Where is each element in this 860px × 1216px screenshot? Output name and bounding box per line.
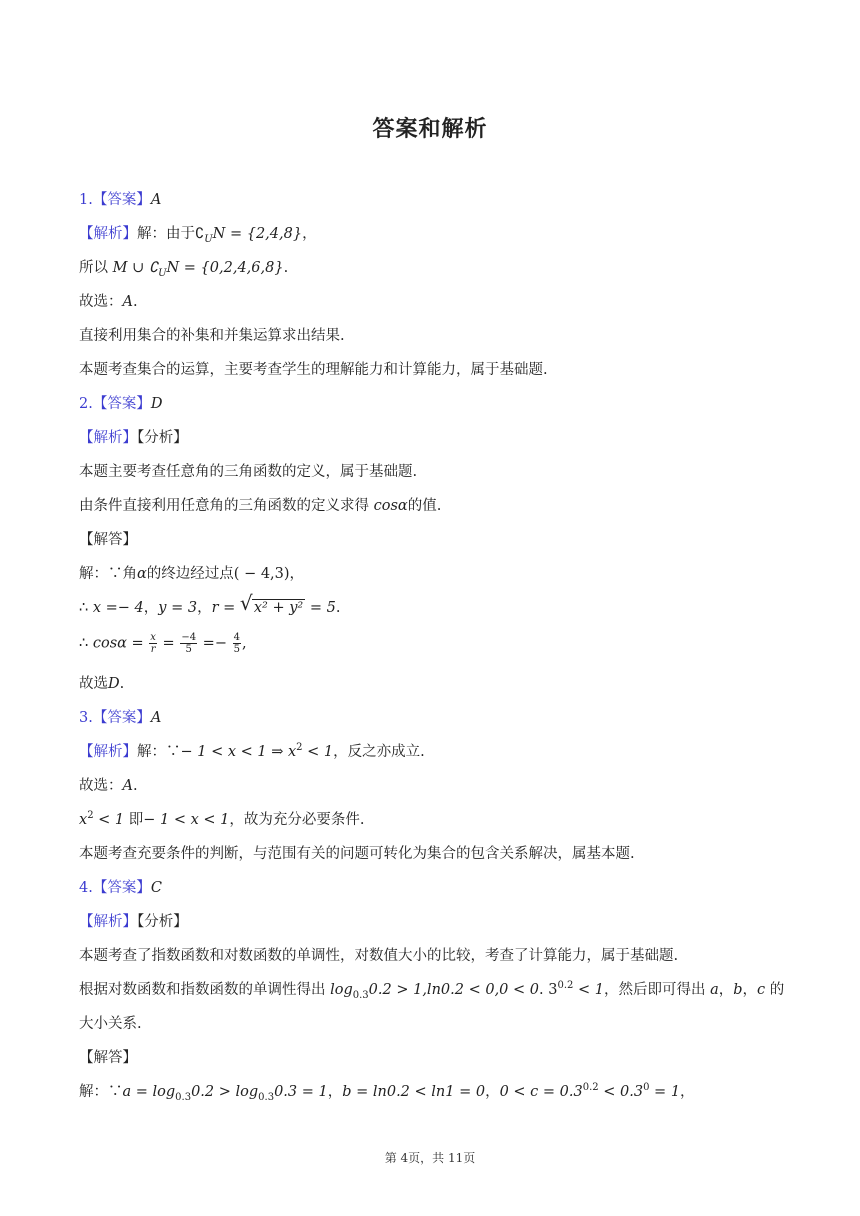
q4-l2-math2: 0.2 > 1,ln0.2 < 0,0 < 0	[368, 982, 539, 998]
sqrt-radical-icon: √	[239, 591, 253, 615]
q2-l3-end: ，	[289, 566, 305, 582]
q2-l4-end: .	[335, 600, 341, 616]
q3-answer-line	[79, 708, 161, 728]
q2-line-3	[79, 564, 304, 584]
frac-numerator: x	[150, 632, 156, 643]
q4-l4-math2: 0.2 > log	[191, 1084, 259, 1100]
q4-answer-tag: 【答案】	[92, 880, 151, 896]
q4-l4-math3: 0.3 = 1	[274, 1084, 328, 1100]
q4-l2-sub: 0.3	[352, 989, 369, 1001]
q4-l4-sup2: 0	[643, 1082, 650, 1094]
q2-l4-therefore: ∴	[79, 600, 89, 616]
q4-line-4	[79, 1082, 695, 1102]
q2-l4-y: y = 3	[158, 600, 198, 616]
q1-l3-end: .	[132, 294, 138, 310]
q1-l1-text: 解：由于	[137, 226, 195, 242]
q4-l4-text: 解：∵	[79, 1084, 123, 1100]
q2-l5-eq: =	[162, 635, 175, 652]
q4-l2-sup: 0.2	[557, 980, 574, 992]
q3-answer-tag: 【答案】	[92, 710, 151, 726]
q2-jiexi-tag: 【解析】	[79, 430, 137, 446]
q1-l1-math2: N = {2,4,8}	[212, 226, 303, 242]
q1-answer-line	[79, 190, 161, 210]
q2-l4-r: r =	[211, 600, 236, 616]
q3-l1-text: 解：∵	[137, 744, 181, 760]
q4-l2-end: 的	[769, 982, 785, 998]
q3-l3-sup: 2	[87, 810, 94, 822]
q2-l5-end: ,	[241, 635, 247, 652]
q1-analysis-line-5: 本题考查集合的运算，主要考查学生的理解能力和计算能力，属于基础题.	[79, 362, 548, 378]
q1-analysis-line-3	[79, 292, 138, 312]
q4-tags-line	[79, 912, 188, 932]
q3-l3-end: ，故为充分必要条件.	[229, 812, 365, 828]
q4-l2-c: c	[757, 982, 766, 998]
q2-l5-frac-3	[233, 632, 241, 655]
q4-l4-sup1: 0.2	[582, 1082, 599, 1094]
q4-l2-log: log	[330, 982, 353, 998]
q1-answer: A	[150, 192, 162, 208]
q2-l3-math2: ( − 4,3)	[233, 566, 290, 582]
q2-number: 2.	[79, 396, 93, 412]
q2-l6-math: D	[108, 676, 120, 692]
q4-l2-math3: 3	[548, 982, 558, 998]
q2-l4-sqrt	[239, 591, 305, 618]
q4-l2-a: a	[710, 982, 719, 998]
q3-l2-text: 故选：	[79, 778, 123, 794]
q3-l3-math: x	[79, 812, 88, 828]
q1-l2-sub: U	[158, 267, 167, 279]
q4-l4-math4: b = ln0.2 < ln1 = 0	[342, 1084, 486, 1100]
q2-answer-tag: 【答案】	[92, 396, 151, 412]
q4-l4-sub2: 0.3	[258, 1091, 275, 1103]
q1-jiexi-tag: 【解析】	[79, 226, 137, 242]
q3-l3-math2: < 1	[93, 812, 125, 828]
q4-l2-comma2: ，	[742, 982, 758, 998]
q4-l2-text: 根据对数函数和指数函数的单调性得出	[79, 982, 326, 998]
q4-answer: C	[150, 880, 162, 896]
q4-answer-line	[79, 878, 162, 898]
q2-l3-text: 解：∵角	[79, 566, 137, 582]
q4-jiexi-tag: 【解析】	[79, 914, 137, 930]
q2-l3-text2: 的终边经过点	[146, 566, 234, 582]
q3-l3-math3: − 1 < x < 1	[143, 812, 230, 828]
q3-l1-math: − 1 < x < 1 ⇒ x	[180, 744, 297, 760]
q2-jieda-tag: 【解答】	[79, 532, 137, 548]
q3-l1-end: ，反之亦成立.	[333, 744, 425, 760]
q1-number: 1.	[79, 192, 93, 208]
frac-denominator: 5	[233, 644, 240, 655]
frac-denominator: 5	[185, 644, 192, 655]
q4-l4-sub1: 0.3	[175, 1091, 192, 1103]
q4-l2-math4: < 1	[573, 982, 604, 998]
q2-l4-sqrt-body: x² + y²	[253, 600, 304, 616]
q1-l2-math2: N = {0,2,4,6,8}	[166, 260, 284, 276]
q2-fenxi-tag: 【分析】	[137, 430, 188, 446]
q4-number: 4.	[79, 880, 93, 896]
q4-l4-comma1: ，	[327, 1084, 343, 1100]
q3-line-3	[79, 810, 365, 830]
q2-l2-end: 的值.	[407, 498, 442, 514]
page-footer: 第 4页，共 11页	[384, 1151, 476, 1165]
q2-l2-math: cosα	[373, 498, 408, 514]
q2-l5-cos: cosα =	[92, 635, 144, 652]
q3-l2-end: .	[132, 778, 138, 794]
q2-l6-end: .	[119, 676, 125, 692]
q2-l4-eq: = 5	[309, 600, 336, 616]
q1-l3-text: 故选：	[79, 294, 123, 310]
frac-numerator: −4	[181, 632, 197, 643]
q2-l4-x: x =− 4	[92, 600, 144, 616]
q1-analysis-line-4: 直接利用集合的补集和并集运算求出结果.	[79, 328, 345, 344]
q2-tags-line	[79, 428, 188, 448]
q3-line-1	[79, 742, 425, 762]
q2-l5-eq2: =−	[202, 635, 227, 652]
q1-l1-end: ，	[302, 226, 317, 242]
q4-line-2	[79, 980, 784, 1000]
q2-l4-comma2: ，	[197, 600, 212, 616]
q3-answer: A	[150, 710, 162, 726]
q3-l3-text: 即	[124, 812, 144, 828]
q4-fenxi-tag: 【分析】	[137, 914, 188, 930]
q3-number: 3.	[79, 710, 93, 726]
q2-l6-text: 故选	[79, 676, 108, 692]
q3-l1-math2: < 1	[302, 744, 334, 760]
q2-l5-frac-1	[149, 632, 157, 655]
q1-l2-math: M ∪ ∁	[112, 260, 159, 276]
q4-l4-math7: = 1	[649, 1084, 681, 1100]
q3-l2-math: A	[122, 778, 133, 794]
q3-line-2	[79, 776, 138, 796]
q4-l4-comma2: ，	[485, 1084, 500, 1100]
q1-answer-tag: 【答案】	[92, 192, 151, 208]
q1-analysis-line-2	[79, 258, 288, 278]
q2-l5-frac-2	[180, 632, 197, 655]
q2-l4-comma1: ，	[143, 600, 159, 616]
q2-answer-line	[79, 394, 162, 414]
q4-line-1: 本题考查了指数函数和对数函数的单调性，对数值大小的比较，考查了计算能力，属于基础题.	[79, 948, 679, 964]
q2-l3-math: α	[137, 566, 147, 582]
q4-line-3: 大小关系.	[79, 1016, 142, 1032]
q2-l5-therefore: ∴	[79, 635, 89, 652]
q4-l2-comma1: ，	[718, 982, 734, 998]
q4-l2-b: b	[733, 982, 743, 998]
q3-l1-sup: 2	[296, 742, 303, 754]
q2-l2-text: 由条件直接利用任意角的三角函数的定义求得	[79, 498, 369, 514]
q1-l2-end: .	[283, 260, 289, 276]
q1-l3-math: A	[122, 294, 133, 310]
q3-jiexi-tag: 【解析】	[79, 744, 137, 760]
q3-line-4: 本题考查充要条件的判断，与范围有关的问题可转化为集合的包含关系解决，属基本题.	[79, 846, 635, 862]
q4-jieda-tag: 【解答】	[79, 1050, 137, 1066]
q2-line-6	[79, 674, 124, 694]
q4-l4-math1: a = log	[122, 1084, 176, 1100]
q4-l2-text3: ，然后即可得出	[603, 982, 706, 998]
frac-denominator: r	[150, 644, 156, 655]
q2-line-1: 本题主要考查任意角的三角函数的定义，属于基础题.	[79, 464, 418, 480]
q1-l2-text: 所以	[79, 260, 108, 276]
q4-l4-math5: 0 < c = 0.3	[499, 1084, 583, 1100]
page-title: 答案和解析	[372, 117, 488, 142]
q2-line-2	[79, 496, 441, 516]
q4-l4-end: ，	[680, 1084, 695, 1100]
q1-l1-math: ∁	[195, 226, 205, 242]
frac-numerator: 4	[233, 632, 240, 643]
q4-l4-math6: < 0.3	[598, 1084, 644, 1100]
q2-line-4	[79, 591, 341, 618]
q4-l2-period: .	[539, 982, 544, 998]
q2-answer: D	[150, 396, 163, 412]
q1-analysis-line-1	[79, 224, 317, 244]
q1-l1-sub: U	[204, 233, 213, 245]
q2-line-5	[79, 632, 247, 655]
